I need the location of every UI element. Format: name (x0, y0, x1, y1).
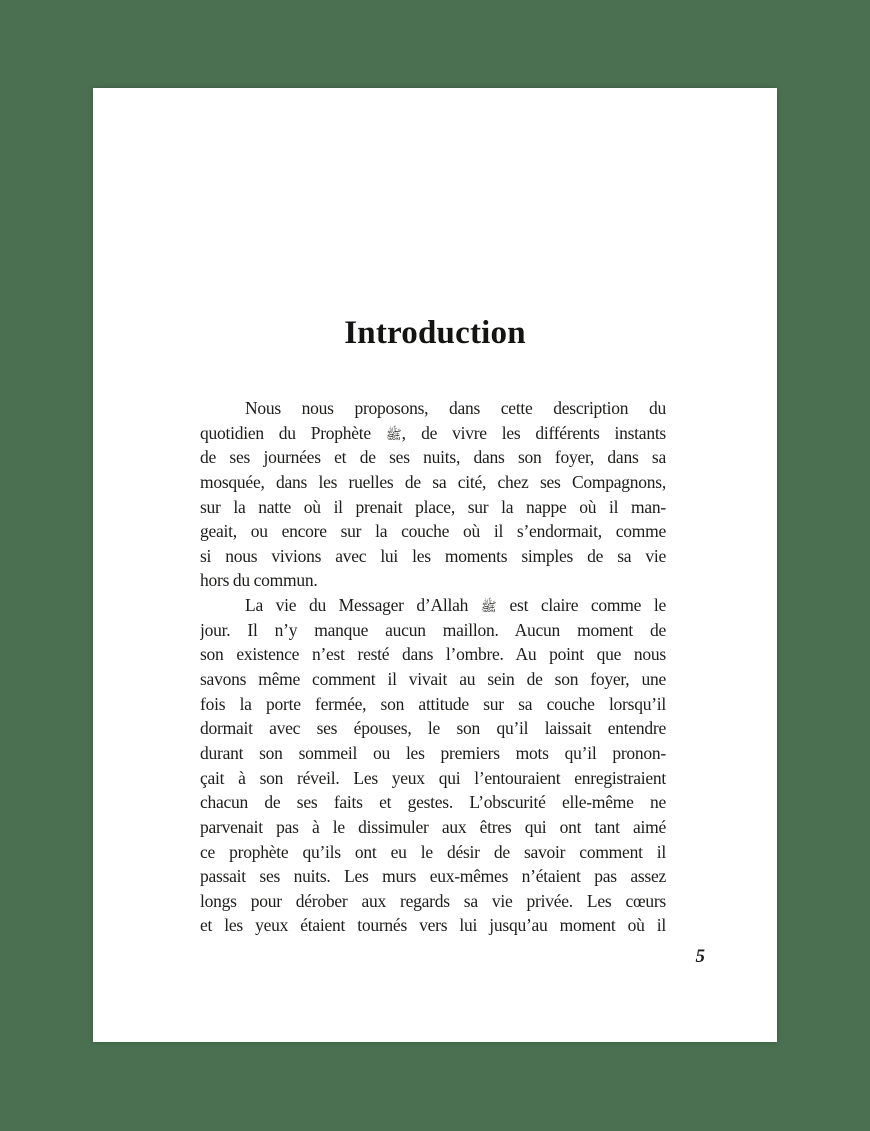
text-line: durant son sommeil ou les premiers mots qu’il pronon- (200, 742, 666, 763)
text-line: çait à son réveil. Les yeux qui l’entouraient enregistraient (200, 767, 666, 788)
text-line: et les yeux étaient tournés vers lui jusqu’au moment où il (200, 915, 666, 936)
text-line: chacun de ses faits et gestes. L’obscurité elle-même ne (200, 792, 666, 813)
saw-calligraphy-symbol: ﷺ (480, 599, 497, 615)
book-page (93, 88, 777, 1042)
text-line: son existence n’est resté dans l’ombre. Au point que nous (200, 644, 666, 665)
text-line: quotidien du Prophète ﷺ, de vivre les différents instants (200, 422, 666, 443)
text-line: hors du commun. (200, 570, 318, 591)
text-line: savons même comment il vivait au sein de son foyer, une (200, 669, 666, 690)
body-text (200, 396, 666, 938)
text-line: sur la natte où il prenait place, sur la nappe où il man- (200, 496, 666, 517)
text-line: ce prophète qu’ils ont eu le désir de savoir comment il (200, 841, 666, 862)
chapter-title: Introduction (344, 315, 526, 351)
text-line: Nous nous proposons, dans cette description du (245, 398, 666, 418)
text-line: dormait avec ses épouses, le son qu’il laissait entendre (200, 718, 666, 739)
text-line: si nous vivions avec lui les moments simples de sa vie (200, 545, 666, 566)
text-line: de ses journées et de ses nuits, dans son foyer, dans sa (200, 447, 666, 468)
saw-calligraphy-symbol: ﷺ (385, 426, 402, 442)
text-line: longs pour dérober aux regards sa vie privée. Les cœurs (200, 890, 666, 911)
page-number: 5 (695, 946, 705, 967)
text-line: La vie du Messager d’Allah ﷺ est claire comme le (245, 595, 666, 616)
text-line: parvenait pas à le dissimuler aux êtres qui ont tant aimé (200, 816, 666, 837)
text-line: geait, ou encore sur la couche où il s’endormait, comme (200, 521, 666, 542)
text-line: fois la porte fermée, son attitude sur sa couche lorsqu’il (200, 693, 666, 714)
text-line: jour. Il n’y manque aucun maillon. Aucun moment de (200, 619, 666, 640)
text-line: mosquée, dans les ruelles de sa cité, chez ses Compagnons, (200, 471, 666, 492)
text-line: passait ses nuits. Les murs eux-mêmes n’étaient pas assez (200, 866, 666, 887)
